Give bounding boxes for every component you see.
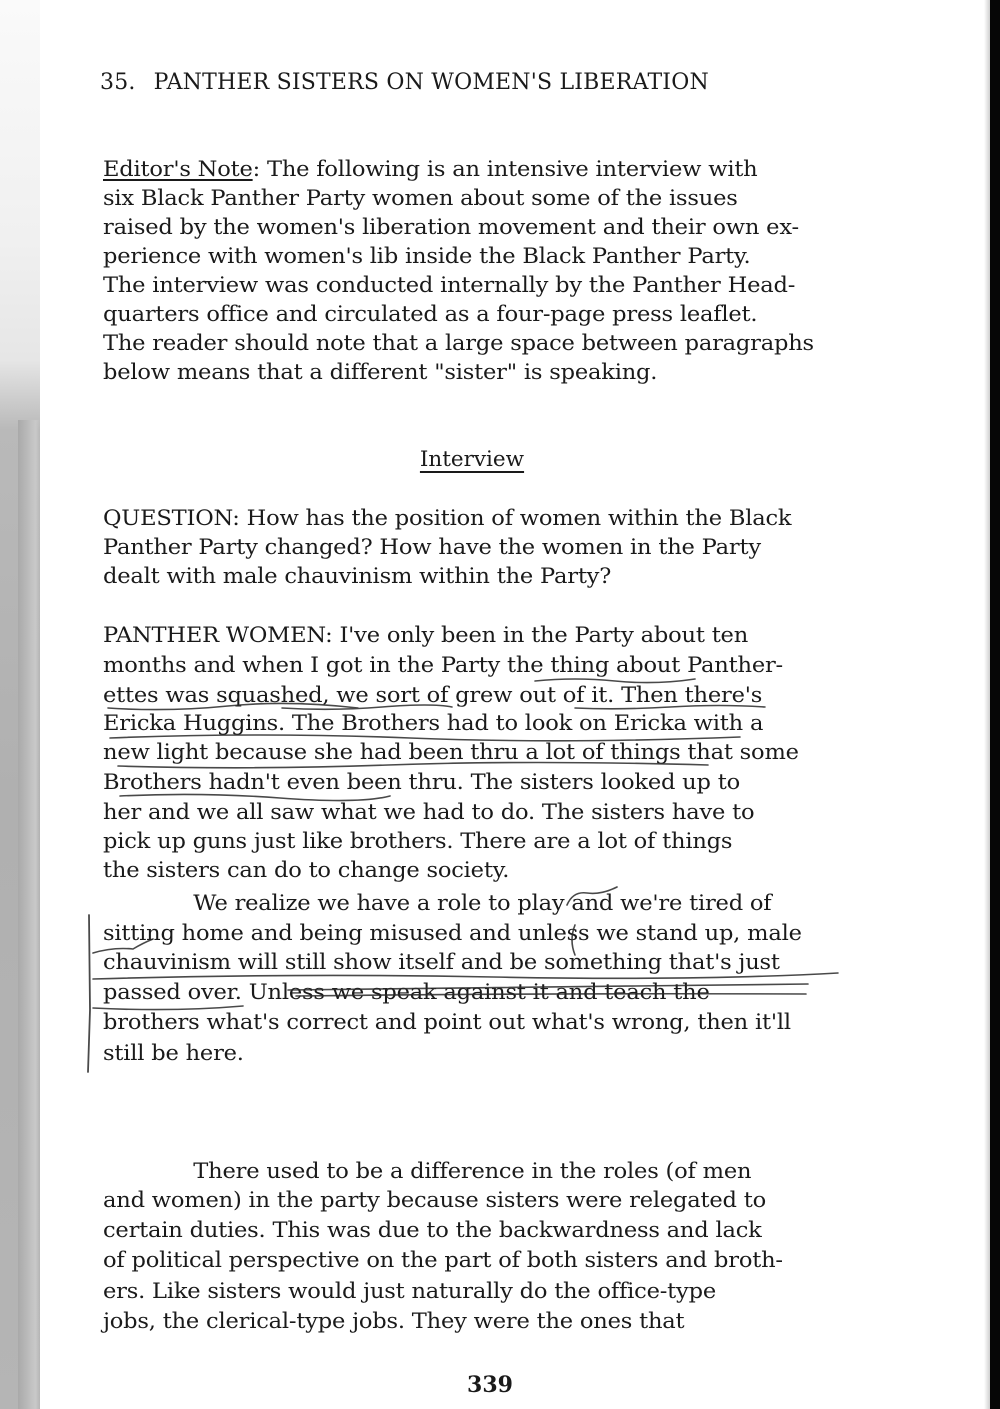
- question-line: QUESTION: How has the position of women within the Black: [103, 506, 792, 531]
- answer-line: jobs, the clerical-type jobs. They were the ones that: [103, 1309, 685, 1334]
- answer-line: sitting home and being misused and unless we stand up, male: [103, 921, 802, 946]
- chapter-number: 35.: [100, 70, 136, 95]
- answer-line: her and we all saw what we had to do. The sisters have to: [103, 800, 755, 825]
- answer-line: There used to be a difference in the roles (of men: [193, 1159, 752, 1184]
- answer-line: passed over. Unless we speak against it and teach the: [103, 980, 710, 1005]
- editors-note-label: Editor's Note: [103, 157, 253, 182]
- editors-note-line: below means that a different "sister" is speaking.: [103, 360, 658, 385]
- chapter-title: [100, 70, 709, 95]
- page-number: 339: [467, 1372, 513, 1398]
- section-heading: Interview: [419, 447, 525, 472]
- answer-line: We realize we have a role to play and we're tired of: [193, 891, 772, 916]
- chapter-title-text: PANTHER SISTERS ON WOMEN'S LIBERATION: [153, 70, 709, 95]
- answer-line: the sisters can do to change society.: [103, 858, 510, 883]
- answer-line: new light because she had been thru a lot of things that some: [103, 740, 799, 765]
- question-line: dealt with male chauvinism within the Party?: [103, 564, 612, 589]
- answer-line: PANTHER WOMEN: I've only been in the Party about ten: [103, 623, 749, 648]
- editors-note-line: six Black Panther Party women about some of the issues: [103, 186, 738, 211]
- editors-note-line: raised by the women's liberation movement and their own ex-: [103, 215, 799, 240]
- answer-line: and women) in the party because sisters were relegated to: [103, 1188, 766, 1213]
- answer-line: chauvinism will still show itself and be something that's just: [103, 950, 780, 975]
- answer-line: ers. Like sisters would just naturally do the office-type: [103, 1279, 716, 1304]
- editors-note-line: Editor's Note: The following is an intensive interview with: [103, 157, 758, 182]
- answer-line: months and when I got in the Party the thing about Panther-: [103, 653, 783, 678]
- answer-line: pick up guns just like brothers. There are a lot of things: [103, 829, 733, 854]
- answer-line: certain duties. This was due to the backwardness and lack: [103, 1218, 762, 1243]
- editors-note-line: The interview was conducted internally by the Panther Head-: [103, 273, 796, 298]
- editors-note-line: The reader should note that a large space between paragraphs: [103, 331, 814, 356]
- editors-note-line: quarters office and circulated as a four-page press leaflet.: [103, 302, 758, 327]
- answer-line: of political perspective on the part of both sisters and broth-: [103, 1248, 783, 1273]
- answer-line: Ericka Huggins. The Brothers had to look on Ericka with a: [103, 711, 764, 736]
- editors-note-line: perience with women's lib inside the Black Panther Party.: [103, 244, 751, 269]
- answer-line: brothers what's correct and point out what's wrong, then it'll: [103, 1010, 791, 1035]
- answer-line: Brothers hadn't even been thru. The sisters looked up to: [103, 770, 740, 795]
- question-line: Panther Party changed? How have the women in the Party: [103, 535, 761, 560]
- answer-line: still be here.: [103, 1041, 244, 1066]
- answer-line: ettes was squashed, we sort of grew out of it. Then there's: [103, 683, 763, 708]
